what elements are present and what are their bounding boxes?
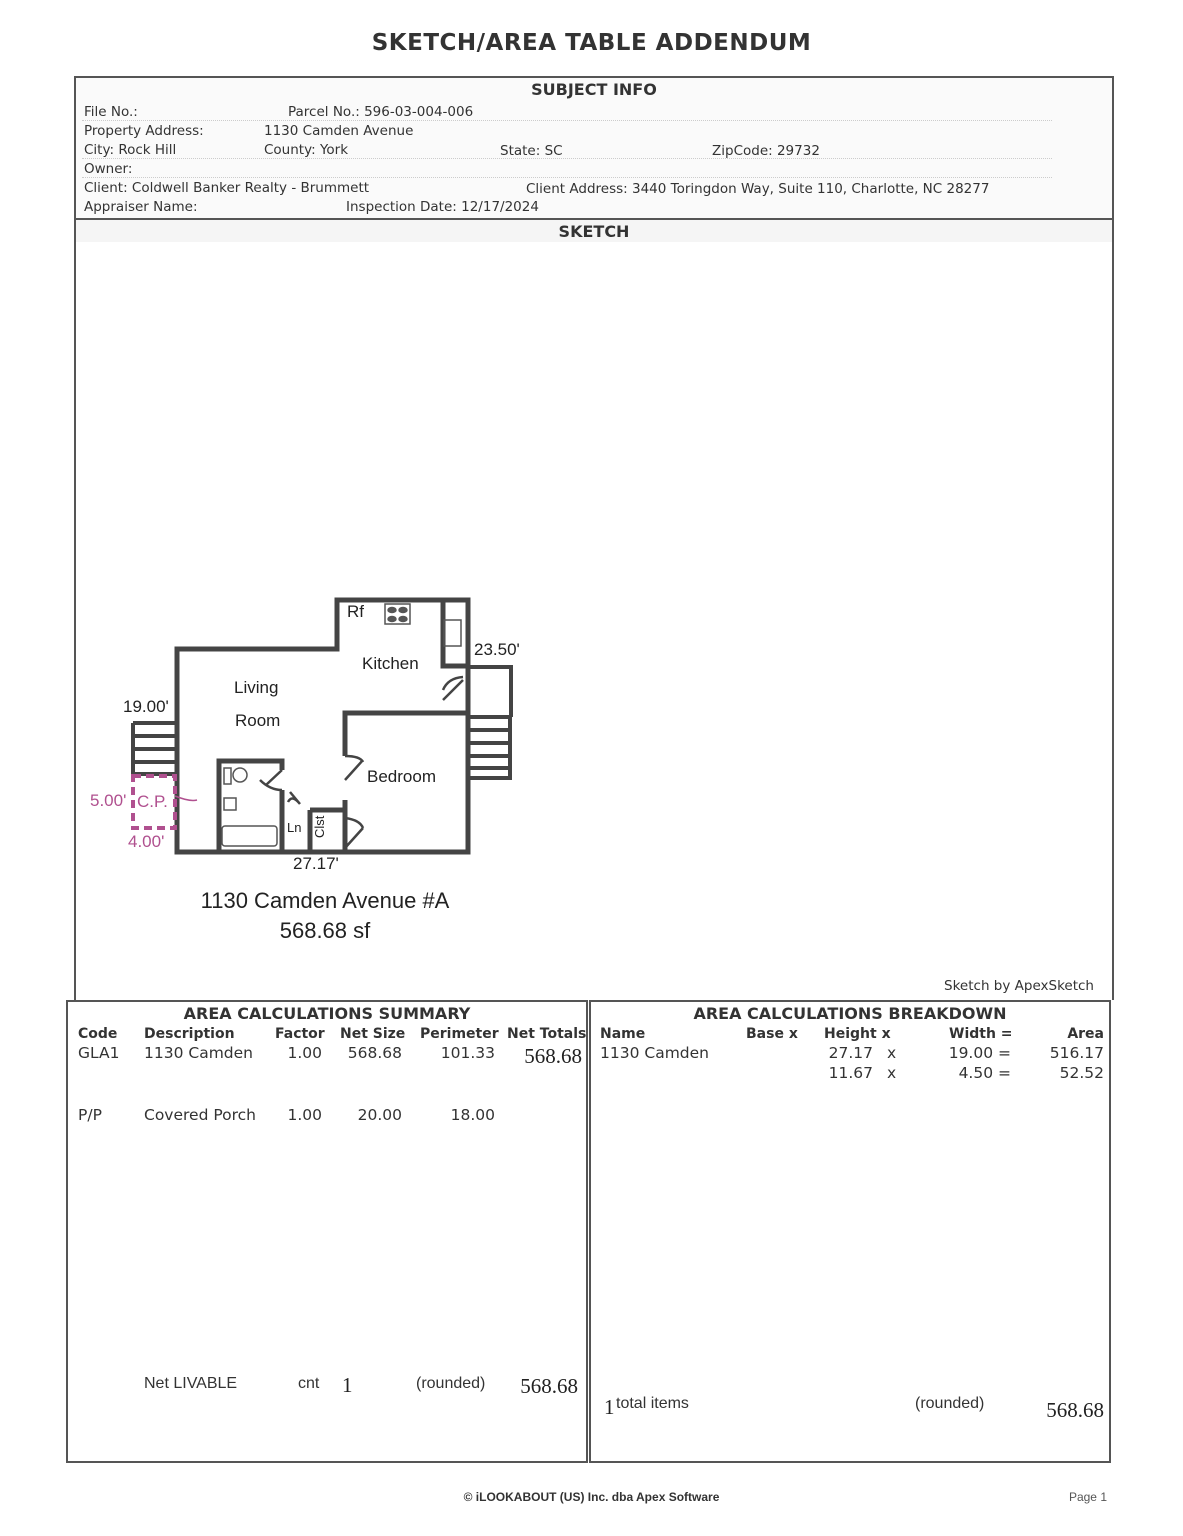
room-label-living: Living xyxy=(234,678,279,697)
net-livable-total: 568.68 xyxy=(520,1374,578,1398)
file-no: File No.: xyxy=(84,104,138,120)
page-number: Page 1 xyxy=(1068,1490,1107,1504)
col-net-totals: Net Totals xyxy=(507,1026,587,1042)
row-area: 52.52 xyxy=(1059,1064,1104,1082)
breakdown-heading: AREA CALCULATIONS BREAKDOWN xyxy=(693,1004,1007,1023)
room-label-kitchen: Kitchen xyxy=(362,654,419,673)
dim-cp-width: 4.00' xyxy=(128,832,165,851)
cnt-label: cnt xyxy=(298,1375,320,1392)
row-net-size: 20.00 xyxy=(357,1106,402,1124)
room-label-rf: Rf xyxy=(347,602,364,621)
divider xyxy=(82,158,1052,159)
row-code: P/P xyxy=(78,1106,102,1124)
subject-info-section xyxy=(74,76,1114,220)
state: State: SC xyxy=(500,143,563,159)
row-perimeter: 18.00 xyxy=(450,1106,495,1124)
room-label-clst: Clst xyxy=(312,815,327,838)
room-label-room: Room xyxy=(235,711,281,730)
col-base: Base x xyxy=(746,1026,798,1042)
row-description: 1130 Camden xyxy=(144,1044,253,1062)
col-factor: Factor xyxy=(275,1026,325,1042)
row-factor: 1.00 xyxy=(287,1044,322,1062)
property-address: 1130 Camden Avenue xyxy=(264,123,414,139)
page-title: SKETCH/AREA TABLE ADDENDUM xyxy=(371,30,812,56)
sketch-credit: Sketch by ApexSketch xyxy=(944,978,1094,994)
sketch-address: 1130 Camden Avenue #A xyxy=(200,888,450,913)
col-description: Description xyxy=(144,1026,235,1042)
dim-left: 19.00' xyxy=(123,697,169,716)
row-x: x xyxy=(887,1064,897,1082)
rounded-label: (rounded) xyxy=(416,1375,486,1392)
area-calculations-summary xyxy=(66,1000,588,1463)
sketch-caption xyxy=(120,886,530,946)
inspection-date: Inspection Date: 12/17/2024 xyxy=(346,199,539,215)
subject-info-heading: SUBJECT INFO xyxy=(531,80,657,99)
row-net-size: 568.68 xyxy=(347,1044,402,1062)
cnt-value: 1 xyxy=(342,1373,353,1397)
city: City: Rock Hill xyxy=(84,142,177,158)
net-livable-label: Net LIVABLE xyxy=(144,1375,238,1392)
col-name: Name xyxy=(600,1026,646,1042)
property-address-label: Property Address: xyxy=(84,123,204,139)
row-name: 1130 Camden xyxy=(600,1044,709,1062)
divider xyxy=(82,177,1052,178)
row-net-totals: 568.68 xyxy=(524,1044,582,1068)
divider xyxy=(82,120,1052,121)
row-width: 19.00 = xyxy=(948,1044,1011,1062)
dim-top-right: 23.50' xyxy=(474,640,520,659)
appraiser-name: Appraiser Name: xyxy=(84,199,198,215)
col-height: Height x xyxy=(824,1026,891,1042)
room-label-bedroom: Bedroom xyxy=(367,767,436,786)
parcel-no: Parcel No.: 596-03-004-006 xyxy=(288,104,474,120)
sketch-area: 568.68 sf xyxy=(279,918,371,943)
row-width: 4.50 = xyxy=(958,1064,1011,1082)
row-factor: 1.00 xyxy=(287,1106,322,1124)
summary-heading: AREA CALCULATIONS SUMMARY xyxy=(183,1004,471,1023)
client: Client: Coldwell Banker Realty - Brummett xyxy=(84,180,370,196)
row-height: 11.67 xyxy=(828,1064,873,1082)
row-description: Covered Porch xyxy=(144,1106,257,1124)
col-code: Code xyxy=(78,1026,118,1042)
dim-bottom: 27.17' xyxy=(293,854,339,873)
col-area: Area xyxy=(1067,1026,1104,1042)
room-label-ln: Ln xyxy=(287,820,302,835)
col-width: Width = xyxy=(949,1026,1013,1042)
area-calculations-breakdown xyxy=(589,1000,1111,1463)
dim-cp-height: 5.00' xyxy=(90,791,127,810)
row-code: GLA1 xyxy=(78,1044,120,1062)
row-height: 27.17 xyxy=(828,1044,873,1062)
col-net-size: Net Size xyxy=(340,1026,406,1042)
total-items-label: total items xyxy=(616,1395,689,1412)
room-label-cp: C.P. xyxy=(137,792,168,811)
row-area: 516.17 xyxy=(1049,1044,1104,1062)
client-address: Client Address: 3440 Toringdon Way, Suite 110, Charlotte, NC 28277 xyxy=(526,181,990,197)
col-perimeter: Perimeter xyxy=(420,1026,499,1042)
row-perimeter: 101.33 xyxy=(440,1044,495,1062)
copyright: © iLOOKABOUT (US) Inc. dba Apex Software xyxy=(463,1490,720,1504)
breakdown-total: 568.68 xyxy=(1046,1398,1104,1422)
sketch-heading: SKETCH xyxy=(558,222,630,241)
total-items-count: 1 xyxy=(604,1395,615,1419)
county: County: York xyxy=(264,142,349,158)
owner: Owner: xyxy=(84,161,133,177)
row-x: x xyxy=(887,1044,897,1062)
zipcode: ZipCode: 29732 xyxy=(712,143,820,159)
rounded-label: (rounded) xyxy=(915,1395,985,1412)
